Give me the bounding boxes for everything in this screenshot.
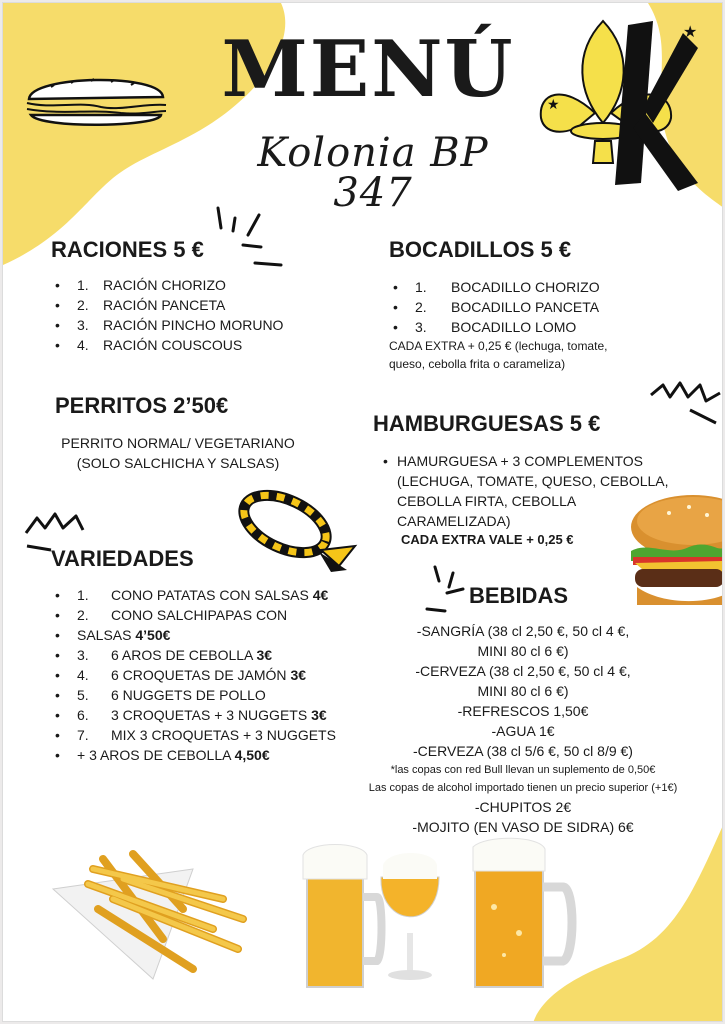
fleur-de-lis-k-logo-icon [533, 13, 703, 203]
burst-bebidas-icon [423, 563, 473, 618]
list-item: • 1. BOCADILLO CHORIZO [389, 277, 689, 297]
burst-marks-icon [203, 203, 283, 273]
svg-text:★: ★ [683, 24, 698, 41]
list-item: • 7. MIX 3 CROQUETAS + 3 NUGGETS [51, 725, 351, 745]
svg-text:★: ★ [547, 96, 560, 112]
bocadillos-extra: CADA EXTRA + 0,25 € (lechuga, tomate, queso, cebolla frita o carameliza) [389, 339, 608, 371]
list-item: • 4. RACIÓN COUSCOUS [51, 335, 341, 355]
list-item: • SALSAS 4’50€ [51, 625, 351, 645]
bebidas-list: -SANGRÍA (38 cl 2,50 €, 50 cl 4 €, MINI 80 cl 6 €) -CERVEZA (38 cl 2,50 €, 50 cl 4 €, MINI 80 cl 6 €) -REFRESCOS 1,50€ -AGUA 1€ -CERVEZA (38 cl 5/6 €, 50 cl 8/9 €) *las copas con red Bull llevan un suplemento de 0,50€ Las copas de alcohol importado tienen un precio superior (+1€) -CHUPITOS 2€ -MOJITO (EN VASO DE SIDRA) 6€ [368, 623, 678, 835]
hamburguesas-desc: • HAMURGUESA + 3 COMPLEMENTOS (LECHUGA, TOMATE, QUESO, CEBOLLA, CEBOLLA FIRTA, CEBOLLA CARAMELIZADA) [383, 453, 669, 529]
list-item: • 6. 3 CROQUETAS + 3 NUGGETS 3€ [51, 705, 351, 725]
list-item: • 2. BOCADILLO PANCETA [389, 297, 689, 317]
list-item: • 2. RACIÓN PANCETA [51, 295, 341, 315]
list-item: • 3. RACIÓN PINCHO MORUNO [51, 315, 341, 335]
variedades-list [51, 585, 351, 765]
raciones-title: RACIONES 5 € [51, 237, 204, 262]
sandwich-icon [21, 65, 171, 135]
menu-title: MENÚ [221, 24, 515, 115]
list-item: • 2. CONO SALCHIPAPAS CON [51, 605, 351, 625]
list-item: • 4. 6 CROQUETAS DE JAMÓN 3€ [51, 665, 351, 685]
list-item: • 5. 6 NUGGETS DE POLLO [51, 685, 351, 705]
menu-page [2, 2, 723, 1022]
zigzag-icon [648, 375, 723, 425]
raciones-list [51, 275, 341, 355]
scout-scarf-icon [235, 488, 365, 573]
perritos-title: PERRITOS 2’50€ [55, 393, 229, 418]
list-item: • 3. BOCADILLO LOMO [389, 317, 689, 337]
list-item: • 1. RACIÓN CHORIZO [51, 275, 341, 295]
bocadillos-title: BOCADILLOS 5 € [389, 237, 572, 262]
french-fries-icon [43, 839, 253, 989]
perritos-desc: PERRITO NORMAL/ VEGETARIANO (SOLO SALCHICHA Y SALSAS) [61, 435, 295, 471]
bocadillos-list [389, 277, 689, 337]
restaurant-name: Kolonia BP 347 [257, 130, 489, 216]
list-item: • 1. CONO PATATAS CON SALSAS 4€ [51, 585, 351, 605]
beer-glasses-icon [279, 837, 589, 997]
hamburger-icon [629, 491, 723, 611]
bebidas-title: BEBIDAS [469, 583, 569, 608]
hamburguesas-title: HAMBURGUESAS 5 € [373, 411, 601, 436]
hamburguesas-extra: CADA EXTRA VALE + 0,25 € [401, 532, 574, 547]
variedades-title: VARIEDADES [51, 546, 194, 571]
list-item: • + 3 AROS DE CEBOLLA 4,50€ [51, 745, 351, 765]
list-item: • 3. 6 AROS DE CEBOLLA 3€ [51, 645, 351, 665]
